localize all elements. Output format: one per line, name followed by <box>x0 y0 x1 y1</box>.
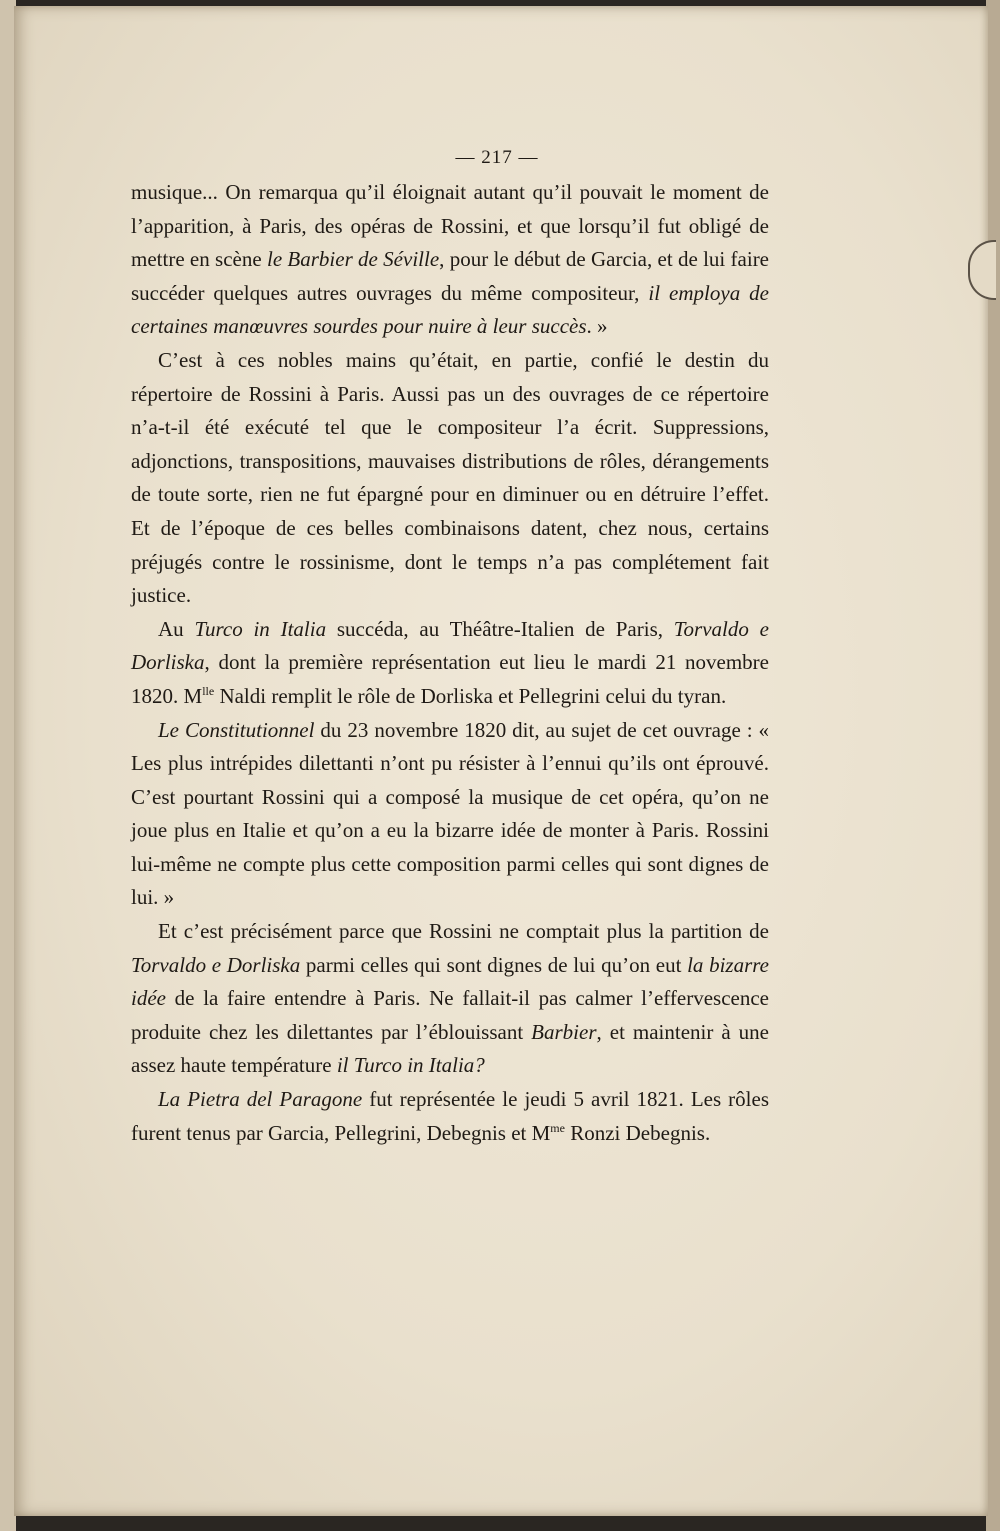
paragraph <box>131 1083 769 1150</box>
superscript-run: me <box>550 1120 565 1135</box>
text-run: du 23 novembre 1820 dit, au sujet de cet ouvrage : « Les plus intrépides dilettanti n’ont pu résister à l’ennui qu’ils ont éprouvé. C’est pourtant Rossini qui a composé la musique de cet opéra, qu’on ne joue plus en Italie et qu’on a eu la bizarre idée de monter à Paris. Rossini lui-même ne compte plus cette composition parmi celles qui sont dignes de lui. » <box>131 717 770 910</box>
text-run: musique... On remarqua qu’il éloignait autant qu’il pouvait le moment de l’apparition, à Paris, des opéras de Rossini, et que lorsqu’il fut obligé de mettre en scène <box>131 180 769 272</box>
paragraph <box>131 714 769 916</box>
text-run: C’est à ces nobles mains qu’était, en partie, confié le destin du répertoire de Rossini à Paris. Aussi pas un des ouvrages de ce répertoire n’a-t-il été exécuté tel que le compositeur l’a écrit. Suppressions, adjonctions, transpositions, mauvaises distributions de rôles, dérangements de toute sorte, rien ne fut épargné pour en diminuer ou en détruire l’effet. Et de l’époque de ces belles combinaisons datent, chez nous, certains préjugés contre le rossinisme, dont le temps n’a pas complétement fait justice. <box>131 347 769 608</box>
paragraph <box>131 613 769 714</box>
italic-run: la bizarre idée <box>131 952 769 1011</box>
text-run: fut représentée le jeudi 5 avril 1821. Les rôles furent tenus par Garcia, Pellegrini, Debegnis et M <box>131 1087 769 1145</box>
italic-run: Torvaldo e Dorliska <box>131 952 301 977</box>
text-run: . » <box>586 314 608 339</box>
text-run: Au <box>158 616 195 641</box>
text-run: Naldi remplit le rôle de Dorliska et Pellegrini celui du tyran. <box>214 683 727 708</box>
body-paragraphs <box>131 176 769 1150</box>
page-stack-edge <box>986 0 1000 1531</box>
superscript-run: lle <box>202 683 215 698</box>
text-run: Ronzi Debegnis. <box>564 1120 711 1145</box>
italic-run: Torvaldo e Dorliska <box>131 616 769 675</box>
text-run: , pour le début de Garcia, et de lui faire succéder quelques autres ouvrages du même compositeur, <box>131 247 770 305</box>
italic-run: La Pietra del Paragone <box>158 1087 363 1112</box>
paragraph <box>131 176 769 344</box>
text-run: , et maintenir à une assez haute température <box>131 1019 769 1078</box>
italic-run: il Turco in Italia? <box>336 1053 485 1078</box>
text-run: Et c’est précisément parce que Rossini ne comptait plus la partition de <box>158 919 769 944</box>
italic-run: Barbier <box>531 1019 597 1044</box>
paragraph <box>131 344 769 613</box>
page-text-block <box>131 140 769 1150</box>
italic-run: il employa de certaines manœuvres sourdes pour nuire à leur succès <box>131 280 769 339</box>
italic-run: le Barbier de Séville <box>266 247 440 272</box>
text-run: succéda, au Théâtre-Italien de Paris, <box>326 616 674 641</box>
page-number: — 217 — <box>455 147 539 168</box>
paragraph <box>131 915 769 1083</box>
text-run: parmi celles qui sont dignes de lui qu’on eut <box>300 952 688 977</box>
italic-run: Le Constitutionnel <box>158 717 315 742</box>
text-run: , dont la première représentation eut lieu le mardi 21 novembre 1820. M <box>131 650 769 708</box>
text-run: de la faire entendre à Paris. Ne fallait-il pas calmer l’effervescence produite chez les dilettantes par l’éblouissant <box>131 986 769 1044</box>
italic-run: Turco in Italia <box>194 616 327 641</box>
